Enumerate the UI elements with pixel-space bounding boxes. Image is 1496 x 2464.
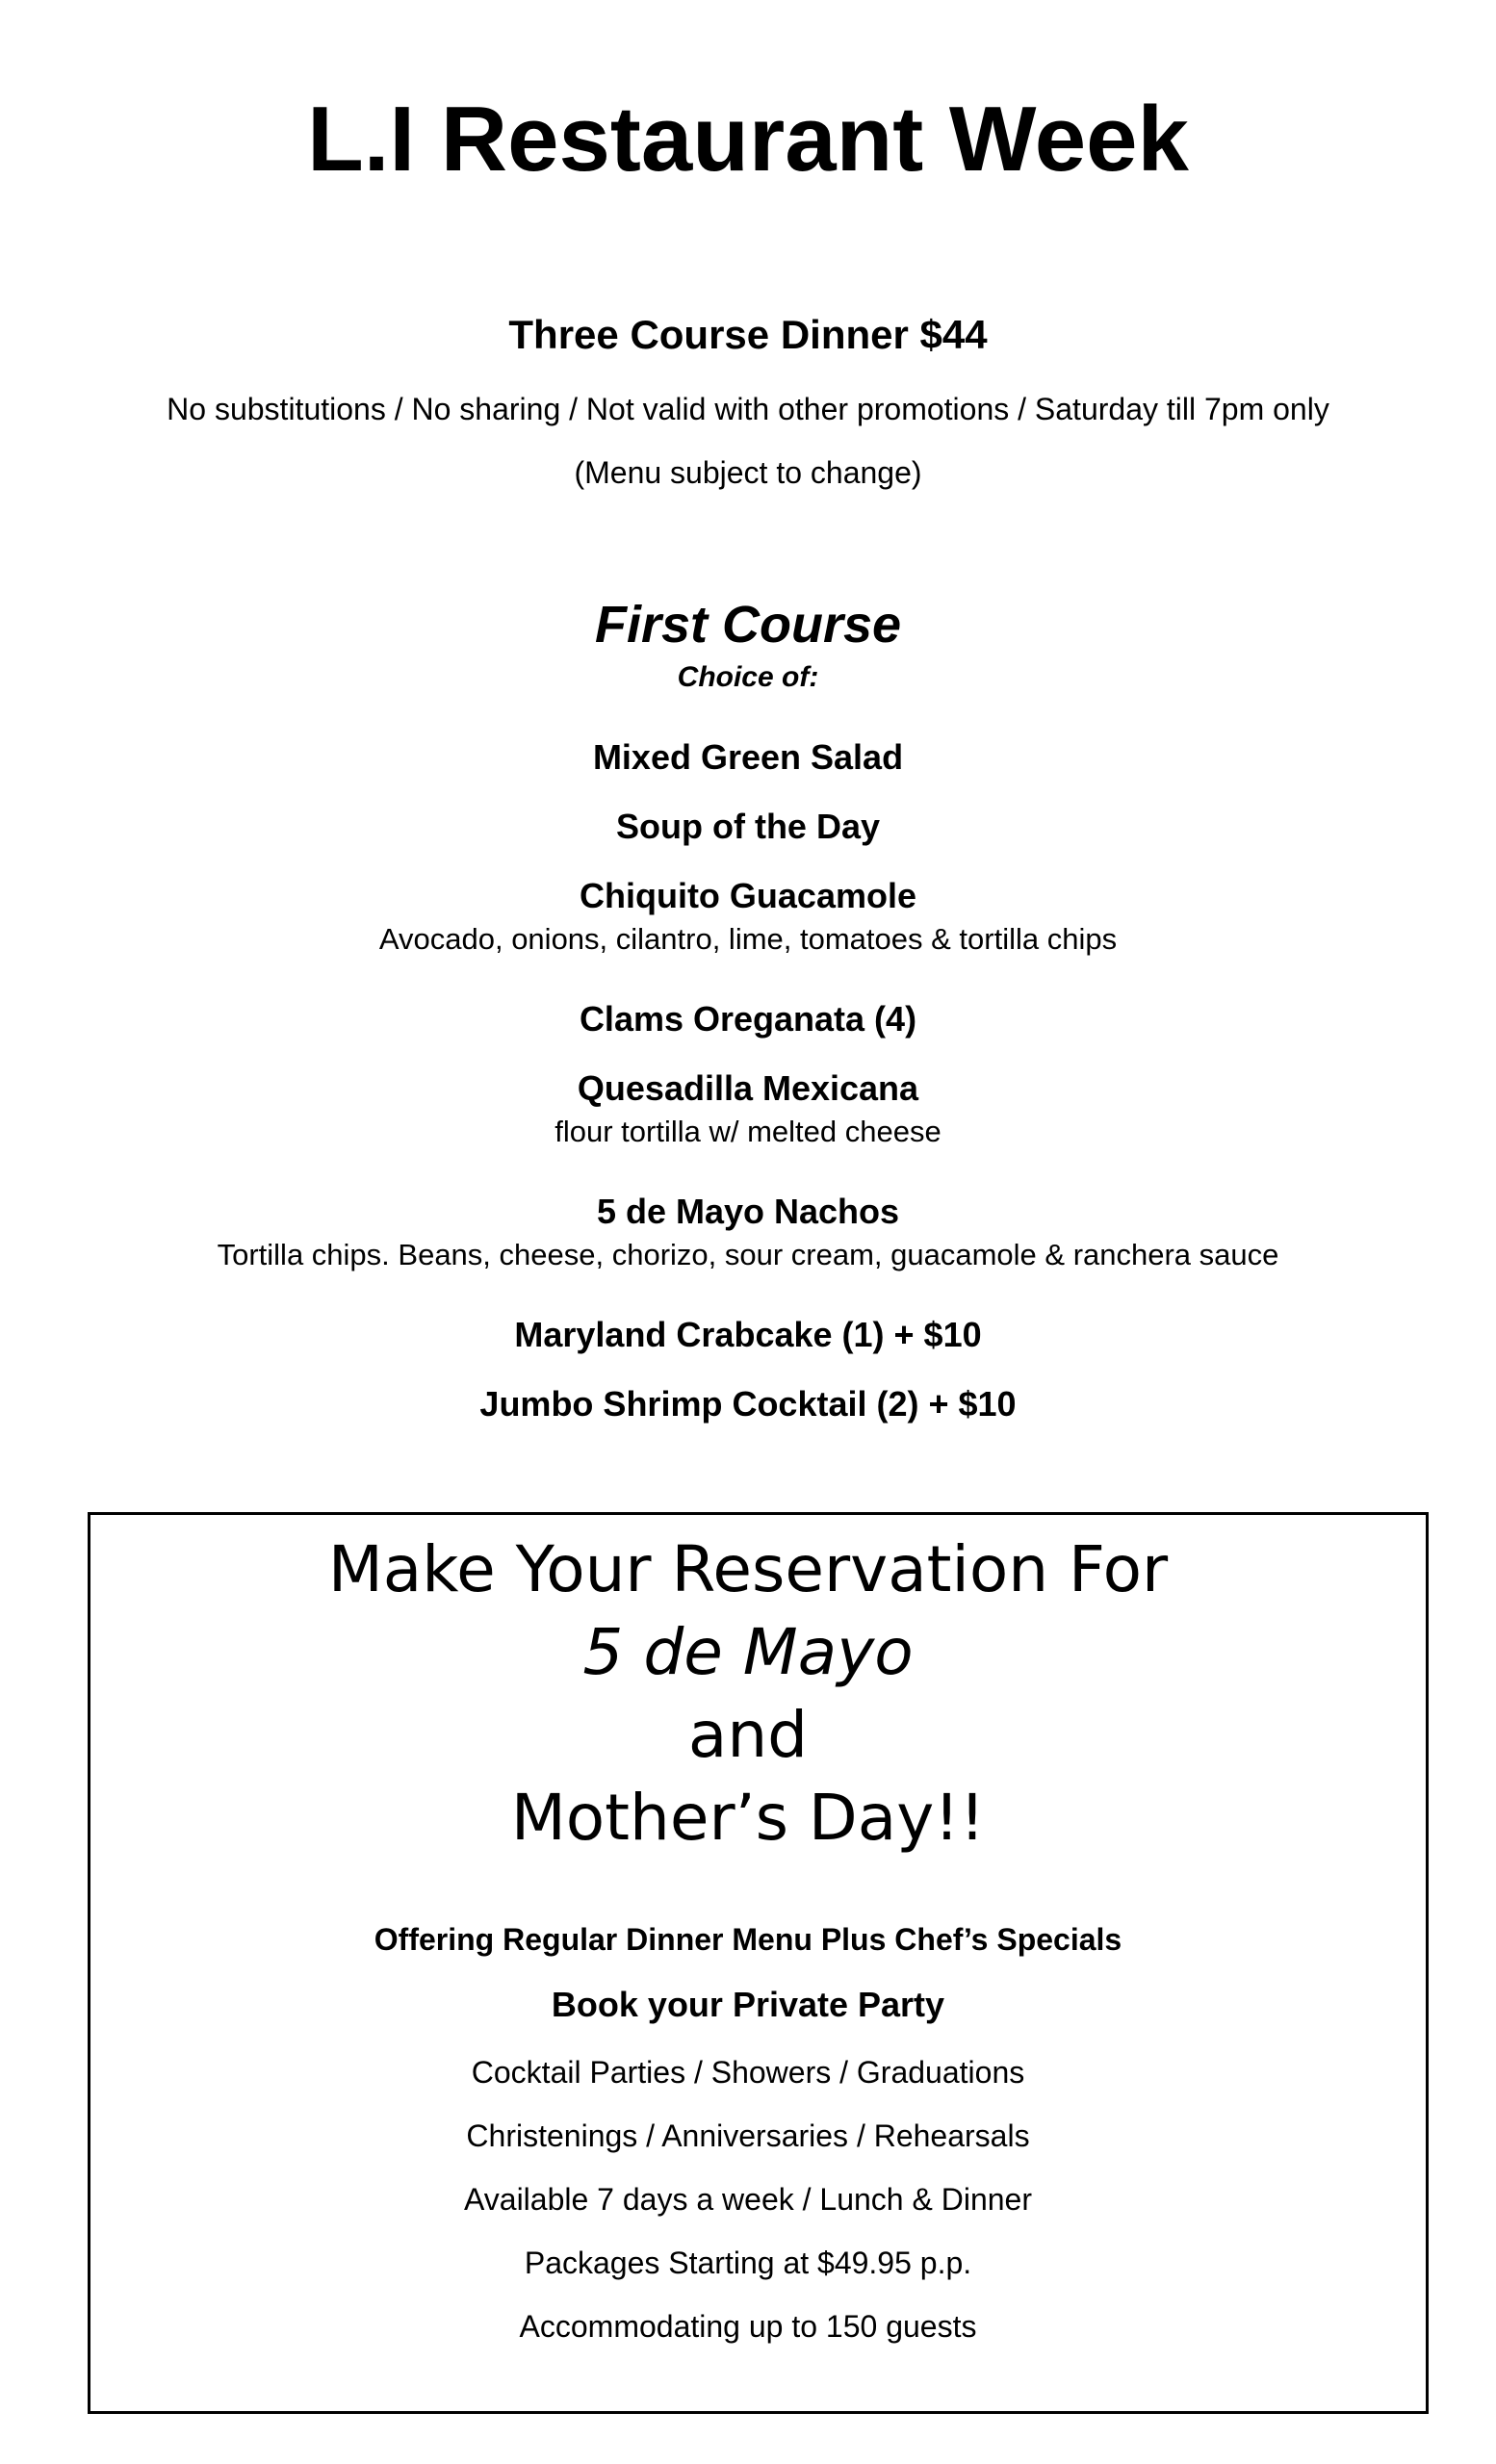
promo-line-3: and <box>687 1698 809 1772</box>
page-title: L.I Restaurant Week <box>307 88 1189 191</box>
party-line: Accommodating up to 150 guests <box>519 2309 977 2344</box>
menu-item-name: Clams Oreganata (4) <box>579 999 917 1039</box>
party-line: Packages Starting at $49.95 p.p. <box>524 2246 972 2280</box>
dinner-restrictions: No substitutions / No sharing / Not valid with other promotions / Saturday till 7pm only <box>167 392 1329 426</box>
first-course-heading: First Course <box>594 596 902 654</box>
party-heading: Book your Private Party <box>551 1985 945 2024</box>
menu-item-description: Avocado, onions, cilantro, lime, tomatoes & tortilla chips <box>378 922 1118 956</box>
party-line: Available 7 days a week / Lunch & Dinner <box>464 2182 1032 2217</box>
menu-item-description: flour tortilla w/ melted cheese <box>555 1115 941 1148</box>
offer-text: Offering Regular Dinner Menu Plus Chef’s Specials <box>374 1922 1122 1957</box>
menu-item-name: Jumbo Shrimp Cocktail (2) + $10 <box>479 1384 1017 1424</box>
choice-label: Choice of: <box>677 661 819 693</box>
promo-line-2: 5 de Mayo <box>582 1615 914 1689</box>
menu-item-name: Chiquito Guacamole <box>579 876 917 915</box>
dinner-heading: Three Course Dinner $44 <box>508 312 988 357</box>
menu-note: (Menu subject to change) <box>574 455 922 490</box>
party-line: Christenings / Anniversaries / Rehearsals <box>466 2118 1030 2153</box>
menu-item-name: Maryland Crabcake (1) + $10 <box>514 1315 982 1354</box>
party-line: Cocktail Parties / Showers / Graduations <box>471 2055 1025 2090</box>
promo-line-4: Mother’s Day!! <box>510 1781 986 1855</box>
menu-item-name: 5 de Mayo Nachos <box>596 1192 900 1231</box>
menu-item-name: Soup of the Day <box>615 807 880 846</box>
promo-line-1: Make Your Reservation For <box>327 1532 1169 1606</box>
menu-item-name: Mixed Green Salad <box>592 737 904 777</box>
menu-item-description: Tortilla chips. Beans, cheese, chorizo, sour cream, guacamole & ranchera sauce <box>217 1238 1279 1271</box>
menu-item-name: Quesadilla Mexicana <box>577 1068 919 1108</box>
